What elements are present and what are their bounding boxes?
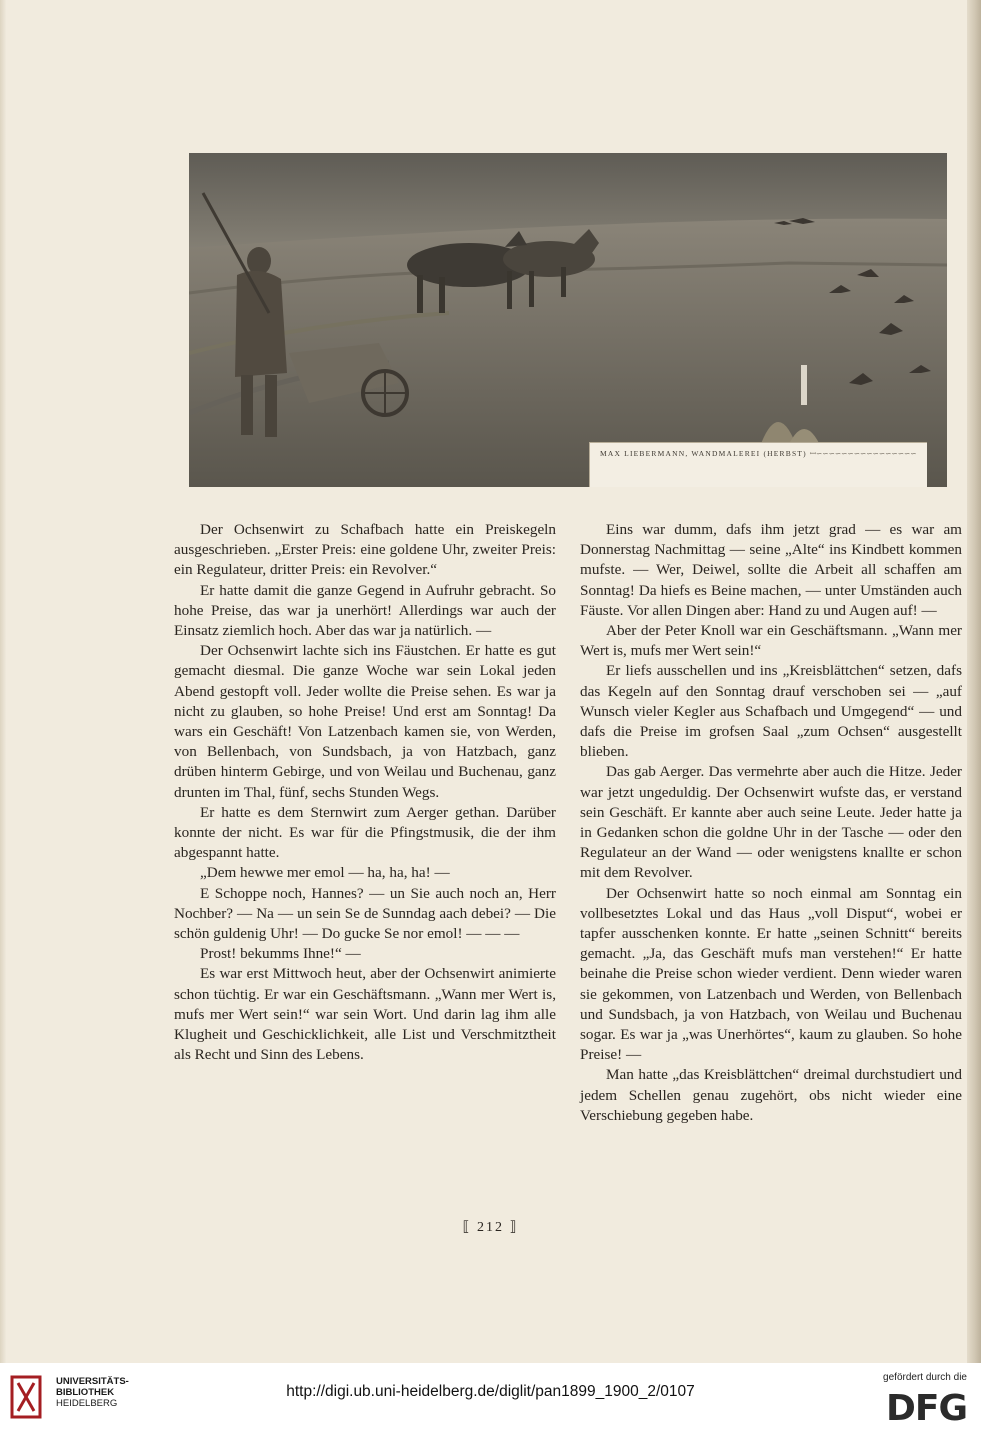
paragraph: Er liefs ausschellen und ins „Kreisblättchen“ setzen, dafs das Kegeln auf den Sonntag drauf verschoben sei — „auf Wunsch vieler Kegler aus Schafbach und Umgegend“ — und dafs die Preise im grofsen Saal „zum Ochsen“ ausgestellt blieben. bbox=[580, 662, 962, 761]
illustration-credit: MAX LIEBERMANN, WANDMALEREI (HERBST) ꟷ∽∽∽∽∽∽∽∽∽∽∽∽∽∽∽∽ bbox=[600, 449, 917, 458]
permalink-url[interactable]: http://digi.ub.uni-heidelberg.de/diglit/pan1899_1900_2/0107 bbox=[286, 1383, 695, 1400]
illustration-painting bbox=[189, 153, 947, 487]
paragraph: Man hatte „das Kreisblättchen“ dreimal durchstudiert und jedem Schellen genau zugehört, obs nicht wieder eine Verschiebung gegeben habe. bbox=[580, 1066, 962, 1124]
paragraph: Prost! bekumms Ihne!“ — bbox=[200, 945, 361, 963]
paragraph: E Schoppe noch, Hannes? — un Sie auch noch an, Herr Nochber? — Na — un sein Se de Sunndag aach debei? — Die schön guldenig Uhr! — Do gucke Se nor emol! — — — bbox=[174, 884, 556, 943]
ornament-line: ꟷ∽∽∽∽∽∽∽∽∽∽∽∽∽∽∽∽ bbox=[809, 449, 917, 458]
paragraph: „Dem hewwe mer emol — ha, ha, ha! — bbox=[200, 864, 450, 882]
text-column-left bbox=[174, 520, 556, 1065]
paragraph: Es war erst Mittwoch heut, aber der Ochsenwirt animierte schon tüchtig. Er war ein Geschäftsmann. „Wann mer Wert is, mufs mer Wert sein!“ war sein Wort. Und darin lag ihm alle Klugheit und Geschicklichkeit, alle List und Verschmitztheit als Recht und Sinn des Lebens. bbox=[174, 965, 556, 1064]
text-column-right bbox=[580, 520, 962, 1126]
paragraph: Das gab Aerger. Das vermehrte aber auch die Hitze. Jeder war jetzt ungeduldig. Der Ochsenwirt wufste das, er verstand sein Geschäft. Er kannte aber auch seine Leute. Jeder hatte ja in Gedanken schon die goldne Uhr in der Tasche — oder den Regulateur an der Wand — oder wenigstens knallte er schon mit dem Revolver. bbox=[580, 763, 962, 882]
plowing-scene-image bbox=[189, 153, 947, 487]
paragraph: Er hatte es dem Sternwirt zum Aerger gethan. Darüber konnte der nicht. Es war für die Pfingstmusik, die der ihm abgespannt hatte. bbox=[174, 803, 556, 862]
paragraph: Aber der Peter Knoll war ein Geschäftsmann. „Wann mer Wert is, mufs mer Wert sein!“ bbox=[580, 622, 962, 660]
library-name[interactable]: UNIVERSITÄTS- BIBLIOTHEK HEIDELBERG bbox=[56, 1376, 129, 1409]
paragraph: Der Ochsenwirt lachte sich ins Fäustchen. Er hatte es gut gemacht diesmal. Die ganze Woche war sein Lokal jeden Abend gestopft voll. Jeder wollte die Preise sehen. Es war ja nicht zu glauben, so hohe Preise! Und erst am Sonntag! Da wars ein Geschäft! Von Latzenbach kamen sie, von Werden, von Bellenbach, von Sundsbach, ja von Hatzbach, ganz drüben hinterm Gebirge, und von Weilau und Buchenau, ganz drunten im Thal, fünf, sechs Stunden Wegs. bbox=[174, 642, 556, 801]
page-number: ⟦ 212 ⟧ bbox=[462, 1220, 519, 1235]
dfg-logo[interactable]: DFG bbox=[885, 1388, 967, 1429]
page-edge-left bbox=[0, 0, 6, 1363]
paragraph: Der Ochsenwirt zu Schafbach hatte ein Preiskegeln ausgeschrieben. „Erster Preis: eine goldene Uhr, zweiter Preis: ein Regulateur, dritter Preis: ein Revolver.“ bbox=[174, 521, 556, 579]
page-edge-right bbox=[967, 0, 981, 1363]
title-box bbox=[589, 442, 927, 487]
viewer-footer bbox=[0, 1363, 981, 1434]
paragraph: Er hatte damit die ganze Gegend in Aufruhr gebracht. So hohe Preise, das war ja unerhört! Allerdings war auch der Einsatz ziemlich hoch. Aber das war ja natürlich. — bbox=[174, 581, 556, 640]
paragraph: Eins war dumm, dafs ihm jetzt grad — es war am Donnerstag Nachmittag — seine „Alte“ ins Kindbett kommen mufste. — Wer, Deiwel, sollte die Arbeit all schaffen am Sonntag! Da hiefs es Beine machen, — unter Umständen auch Fäuste. Vor allen Dingen aber: Hand zu und Augen auf! — bbox=[580, 521, 962, 619]
paragraph: Der Ochsenwirt hatte so noch einmal am Sonntag ein vollbesetztes Lokal und das Haus „voll Disput“, wobei er tapfer ausschenken konnte. Er hatte „seinen Schnitt“ bereits gemacht. „Ja, das Geschäft mufs man verstehen!“ Er hatte beinahe die Preise schon wieder verdient. Denn wieder waren sie gekommen, von Latzenbach und Werden, von Bellenbach und Sundsbach, ja von Hatzbach, von Weilau und Buchenau sogar. Es war ja „was Unerhörtes“, kaum zu glauben. So hohe Preise! — bbox=[580, 884, 962, 1064]
funding-label: gefördert durch die bbox=[883, 1372, 967, 1383]
